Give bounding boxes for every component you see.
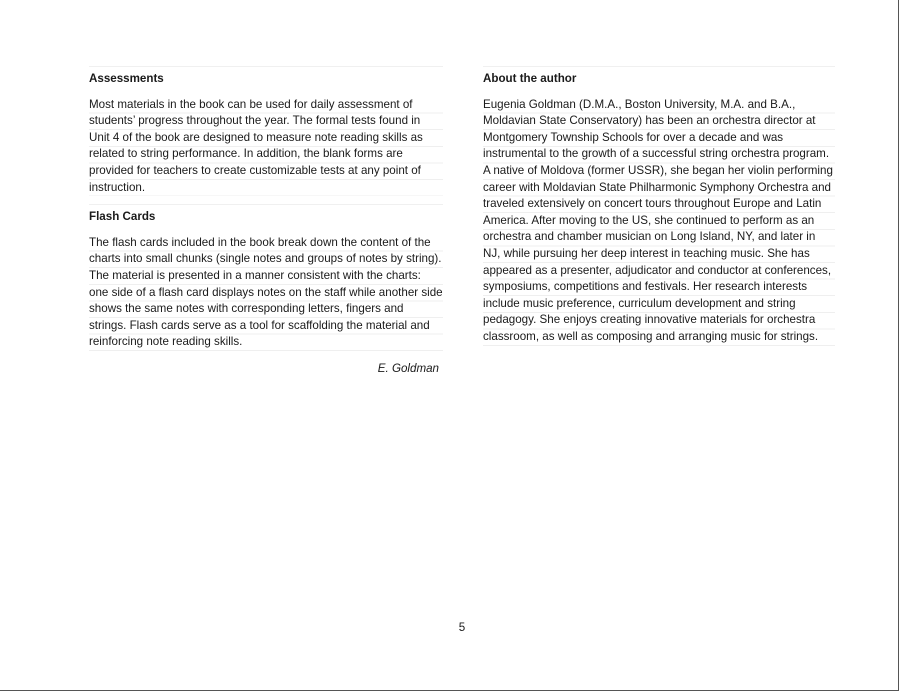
right-column bbox=[483, 66, 835, 354]
assessments-heading: Assessments bbox=[89, 66, 443, 88]
flash-cards-heading: Flash Cards bbox=[89, 204, 443, 226]
flash-cards-paragraph: The flash cards included in the book break down the content of the charts into small chunks (single notes and groups of notes by string). The material is presented in a manner consistent with the charts: one side of a flash card displays notes on the staff while another side shows the same notes with corresponding letters, fingers and strings. Flash cards serve as a tool for scaffolding the material and reinforcing note reading skills. bbox=[89, 235, 443, 351]
author-signature: E. Goldman bbox=[377, 361, 439, 375]
about-author-heading: About the author bbox=[483, 66, 835, 88]
page-number: 5 bbox=[458, 621, 466, 634]
assessments-paragraph: Most materials in the book can be used for daily assessment of students’ progress throughout the year. The formal tests found in Unit 4 of the book are designed to measure note reading skills as related to string performance. In addition, the blank forms are provided for teachers to create customizable tests at any point of instruction. bbox=[89, 97, 443, 197]
left-column bbox=[89, 66, 443, 378]
about-author-paragraph: Eugenia Goldman (D.M.A., Boston University, M.A. and B.A., Moldavian State Conservatory) has been an orchestra director at Montgomery Township Schools for over a decade and was instrumental to the growth of a successful string orchestra program. A native of Moldova (former USSR), she began her violin performing career with Moldavian State Philharmonic Symphony Orchestra and traveled extensively on concert tours throughout Europe and Latin America. After moving to the US, she continued to perform as an orchestra and chamber musician on Long Island, NY, and later in NJ, while pursuing her deep interest in teaching music. She has appeared as a presenter, adjudicator and conductor at conferences, symposiums, competitions and festivals. Her research interests include music preference, curriculum development and string pedagogy. She enjoys creating innovative materials for orchestra classroom, as well as composing and arranging music for strings. bbox=[483, 97, 835, 346]
